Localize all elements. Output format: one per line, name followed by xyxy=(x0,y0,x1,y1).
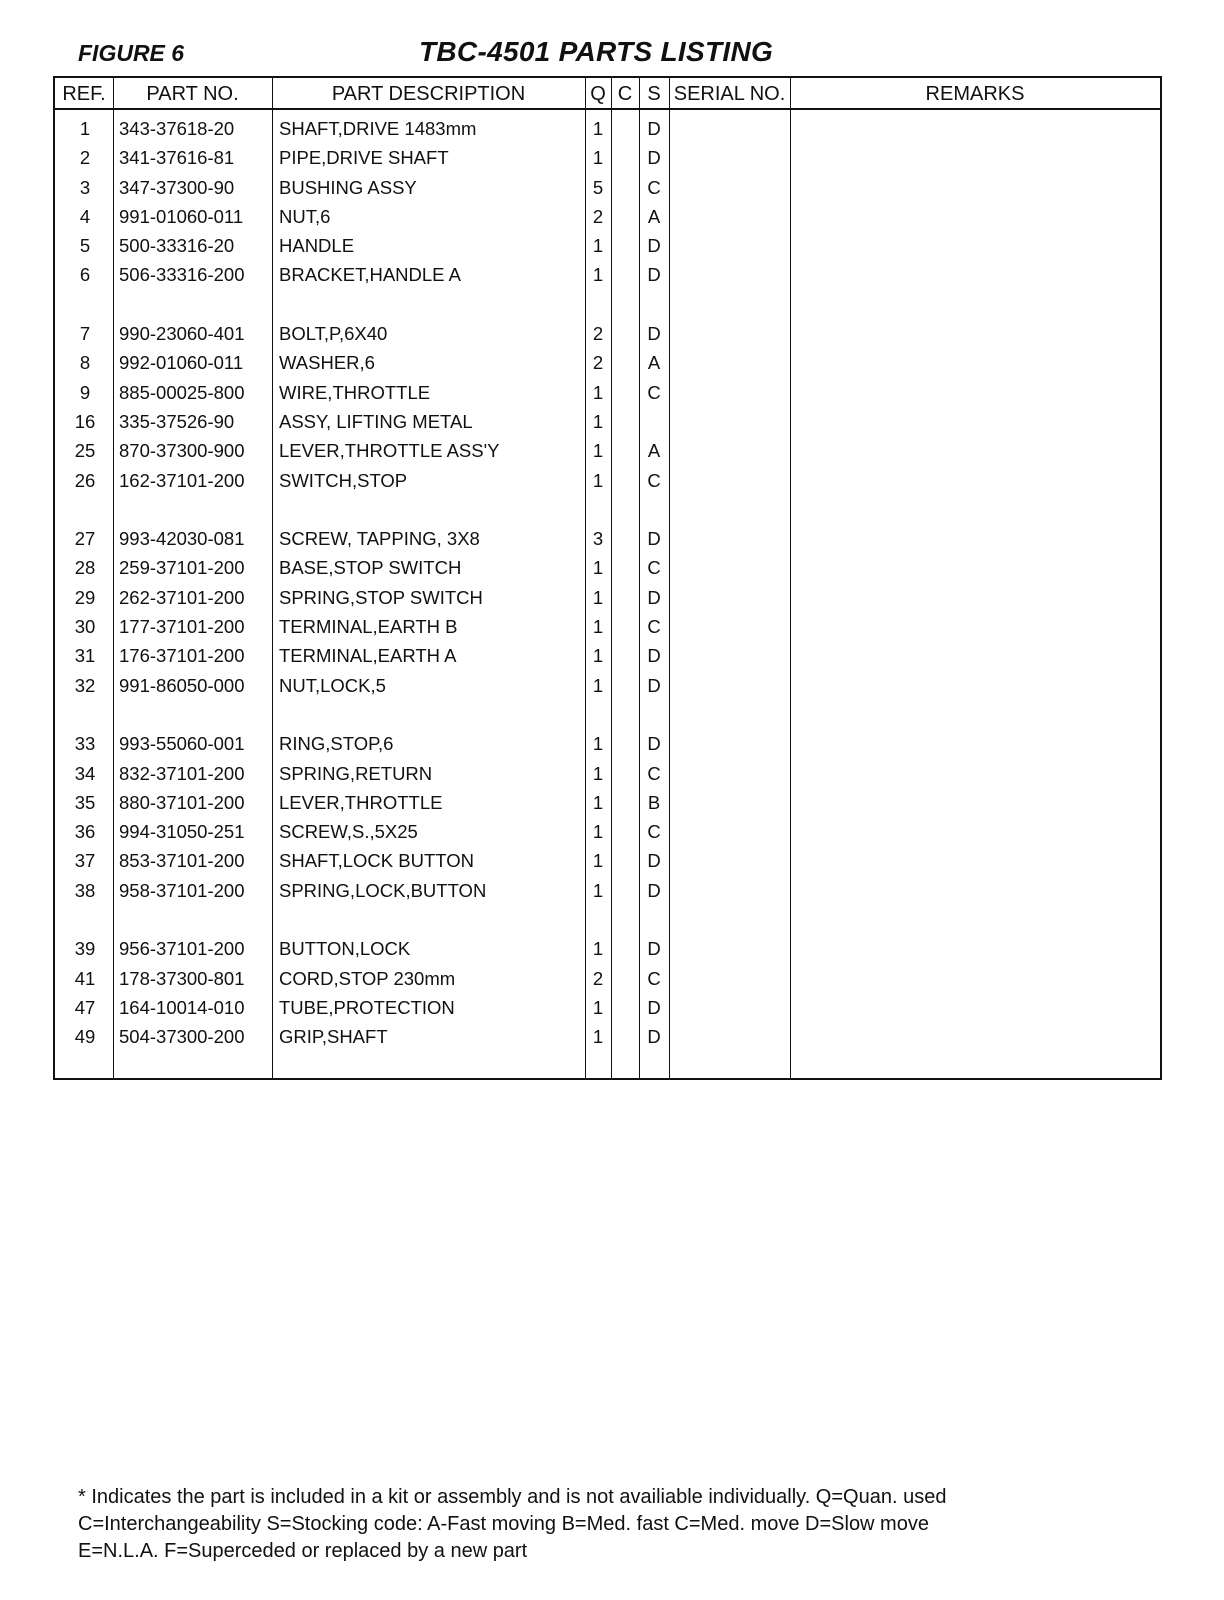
cell-part-no: 870-37300-900 xyxy=(119,440,245,462)
cell-part-description: TERMINAL,EARTH B xyxy=(279,616,458,638)
cell-part-description: WIRE,THROTTLE xyxy=(279,381,431,403)
table-header xyxy=(55,78,1160,110)
cell-part-no: 885-00025-800 xyxy=(119,381,245,403)
header-s: S xyxy=(647,83,661,105)
header-part-no: PART NO. xyxy=(146,83,239,105)
table-row xyxy=(55,788,1160,817)
cell-stocking-code: C xyxy=(647,616,661,638)
table-body xyxy=(55,114,1160,1052)
cell-stocking-code: B xyxy=(647,791,661,813)
cell-quantity: 1 xyxy=(592,469,604,491)
cell-quantity: 2 xyxy=(592,967,604,989)
cell-stocking-code: D xyxy=(647,323,661,345)
cell-part-no: 991-86050-000 xyxy=(119,674,245,696)
cell-ref: 36 xyxy=(74,821,96,843)
cell-part-description: SPRING,RETURN xyxy=(279,762,433,784)
table-row xyxy=(55,876,1160,905)
figure-label: FIGURE 6 xyxy=(78,40,185,66)
cell-ref: 37 xyxy=(74,850,96,872)
cell-ref: 26 xyxy=(74,469,96,491)
cell-part-no: 993-55060-001 xyxy=(119,733,245,755)
cell-part-no: 993-42030-081 xyxy=(119,528,245,550)
cell-part-description: SHAFT,DRIVE 1483mm xyxy=(279,118,477,139)
cell-part-description: NUT,6 xyxy=(279,205,331,227)
cell-ref: 31 xyxy=(74,645,96,667)
cell-part-description: HANDLE xyxy=(279,235,355,257)
cell-ref: 29 xyxy=(74,586,96,608)
cell-part-no: 832-37101-200 xyxy=(119,762,245,784)
footnote-line-1: * Indicates the part is included in a kit or assembly and is not availiable individually. Q=Quan. used xyxy=(78,1486,947,1508)
table-row xyxy=(55,583,1160,612)
cell-quantity: 1 xyxy=(592,821,604,843)
cell-quantity: 1 xyxy=(592,118,604,139)
cell-stocking-code: C xyxy=(647,381,661,403)
cell-stocking-code: A xyxy=(647,352,661,374)
cell-part-no: 504-37300-200 xyxy=(119,1026,245,1048)
table-row xyxy=(55,671,1160,700)
cell-part-description: LEVER,THROTTLE ASS'Y xyxy=(279,440,500,462)
header-ref: REF. xyxy=(62,83,106,105)
table-row xyxy=(55,407,1160,436)
cell-stocking-code: D xyxy=(647,118,661,139)
cell-stocking-code: D xyxy=(647,645,661,667)
cell-part-description: SHAFT,LOCK BUTTON xyxy=(279,850,474,872)
cell-ref: 49 xyxy=(74,1026,96,1048)
cell-quantity: 1 xyxy=(592,557,604,579)
cell-part-no: 506-33316-200 xyxy=(119,264,245,286)
cell-part-no: 176-37101-200 xyxy=(119,645,245,667)
cell-part-no: 259-37101-200 xyxy=(119,557,245,579)
footnote xyxy=(78,1484,1188,1565)
header-remarks: REMARKS xyxy=(925,83,1025,105)
cell-stocking-code: D xyxy=(647,528,661,550)
table-row xyxy=(55,993,1160,1022)
cell-quantity: 1 xyxy=(592,996,604,1018)
cell-part-no: 990-23060-401 xyxy=(119,323,245,345)
cell-part-no: 335-37526-90 xyxy=(119,410,235,432)
cell-part-description: TUBE,PROTECTION xyxy=(279,996,455,1018)
cell-quantity: 2 xyxy=(592,352,604,374)
cell-quantity: 1 xyxy=(592,850,604,872)
cell-part-no: 992-01060-011 xyxy=(119,352,244,374)
cell-part-no: 958-37101-200 xyxy=(119,879,245,901)
cell-stocking-code: C xyxy=(647,762,661,784)
cell-part-description: TERMINAL,EARTH A xyxy=(279,645,457,667)
cell-part-no: 853-37101-200 xyxy=(119,850,245,872)
cell-ref: 16 xyxy=(74,410,96,432)
cell-quantity: 1 xyxy=(592,762,604,784)
cell-part-no: 341-37616-81 xyxy=(119,147,235,169)
cell-quantity: 1 xyxy=(592,235,604,257)
cell-part-no: 880-37101-200 xyxy=(119,791,245,813)
cell-quantity: 1 xyxy=(592,147,604,169)
table-row xyxy=(55,759,1160,788)
cell-stocking-code: D xyxy=(647,850,661,872)
table-row xyxy=(55,378,1160,407)
cell-ref: 27 xyxy=(74,528,96,550)
cell-quantity: 1 xyxy=(592,791,604,813)
cell-ref: 41 xyxy=(74,967,96,989)
cell-stocking-code: C xyxy=(647,821,661,843)
cell-part-no: 956-37101-200 xyxy=(119,938,245,960)
table-row xyxy=(55,202,1160,231)
cell-part-description: BRACKET,HANDLE A xyxy=(279,264,461,286)
cell-stocking-code: D xyxy=(647,147,661,169)
cell-part-description: BOLT,P,6X40 xyxy=(279,323,388,345)
cell-ref: 28 xyxy=(74,557,96,579)
cell-ref: 8 xyxy=(79,352,91,374)
cell-part-description: LEVER,THROTTLE xyxy=(279,791,443,813)
header-q: Q xyxy=(590,83,606,105)
cell-stocking-code: D xyxy=(647,586,661,608)
table-row xyxy=(55,436,1160,465)
table-row xyxy=(55,231,1160,260)
cell-stocking-code: C xyxy=(647,557,661,579)
cell-stocking-code: D xyxy=(647,938,661,960)
cell-part-no: 178-37300-801 xyxy=(119,967,245,989)
cell-ref: 7 xyxy=(79,323,91,345)
cell-ref: 30 xyxy=(74,616,96,638)
table-row xyxy=(55,612,1160,641)
cell-quantity: 1 xyxy=(592,938,604,960)
cell-stocking-code: C xyxy=(647,469,661,491)
cell-ref: 3 xyxy=(79,176,91,198)
table-row xyxy=(55,319,1160,348)
cell-ref: 39 xyxy=(74,938,96,960)
cell-ref: 32 xyxy=(74,674,96,696)
cell-quantity: 1 xyxy=(592,586,604,608)
cell-ref: 4 xyxy=(79,205,91,227)
cell-quantity: 1 xyxy=(592,264,604,286)
cell-stocking-code: A xyxy=(647,205,661,227)
table-row xyxy=(55,173,1160,202)
cell-part-description: GRIP,SHAFT xyxy=(279,1026,388,1048)
cell-part-no: 343-37618-20 xyxy=(119,118,235,139)
cell-part-description: NUT,LOCK,5 xyxy=(279,674,386,696)
cell-part-description: PIPE,DRIVE SHAFT xyxy=(279,147,449,169)
table-row xyxy=(55,729,1160,758)
cell-quantity: 1 xyxy=(592,733,604,755)
cell-ref: 34 xyxy=(74,762,96,784)
cell-stocking-code: D xyxy=(647,264,661,286)
cell-part-description: BUTTON,LOCK xyxy=(279,938,411,960)
cell-stocking-code: C xyxy=(647,176,661,198)
cell-quantity: 1 xyxy=(592,440,604,462)
cell-part-no: 991-01060-011 xyxy=(119,205,244,227)
footnote-line-2: C=Interchangeability S=Stocking code: A-Fast moving B=Med. fast C=Med. move D=Slow move xyxy=(78,1513,929,1535)
header-part-description: PART DESCRIPTION xyxy=(331,83,526,105)
cell-ref: 5 xyxy=(79,235,91,257)
table-row xyxy=(55,524,1160,553)
cell-part-description: WASHER,6 xyxy=(279,352,375,374)
cell-ref: 35 xyxy=(74,791,96,813)
table-row xyxy=(55,466,1160,495)
table-row xyxy=(55,1022,1160,1051)
cell-part-description: SWITCH,STOP xyxy=(279,469,408,491)
cell-part-description: BUSHING ASSY xyxy=(279,176,417,198)
table-row xyxy=(55,143,1160,172)
table-row xyxy=(55,934,1160,963)
cell-stocking-code: C xyxy=(647,967,661,989)
table-row xyxy=(55,553,1160,582)
cell-stocking-code: D xyxy=(647,733,661,755)
parts-table xyxy=(53,76,1162,1080)
cell-part-description: SPRING,STOP SWITCH xyxy=(279,586,483,608)
cell-stocking-code: A xyxy=(647,440,661,462)
table-row xyxy=(55,846,1160,875)
header-serial-no: SERIAL NO. xyxy=(673,83,786,105)
table-row xyxy=(55,114,1160,143)
cell-ref: 25 xyxy=(74,440,96,462)
cell-part-description: BASE,STOP SWITCH xyxy=(279,557,462,579)
cell-ref: 9 xyxy=(79,381,91,403)
cell-quantity: 2 xyxy=(592,205,604,227)
cell-part-no: 177-37101-200 xyxy=(119,616,245,638)
cell-part-no: 500-33316-20 xyxy=(119,235,235,257)
cell-part-description: RING,STOP,6 xyxy=(279,733,394,755)
cell-ref: 33 xyxy=(74,733,96,755)
cell-quantity: 1 xyxy=(592,674,604,696)
cell-part-description: SPRING,LOCK,BUTTON xyxy=(279,879,487,901)
cell-quantity: 3 xyxy=(592,528,604,550)
table-row xyxy=(55,641,1160,670)
cell-ref: 38 xyxy=(74,879,96,901)
cell-quantity: 1 xyxy=(592,645,604,667)
cell-part-no: 262-37101-200 xyxy=(119,586,245,608)
cell-part-description: SCREW, TAPPING, 3X8 xyxy=(279,528,480,550)
cell-part-no: 347-37300-90 xyxy=(119,176,235,198)
cell-quantity: 2 xyxy=(592,323,604,345)
cell-ref: 2 xyxy=(79,147,91,169)
cell-part-description: ASSY, LIFTING METAL xyxy=(279,410,473,432)
cell-quantity: 5 xyxy=(592,176,604,198)
table-row xyxy=(55,817,1160,846)
cell-stocking-code: D xyxy=(647,235,661,257)
page-title: TBC-4501 PARTS LISTING xyxy=(419,36,774,67)
header-c: C xyxy=(617,83,633,105)
cell-quantity: 1 xyxy=(592,381,604,403)
table-row xyxy=(55,348,1160,377)
cell-part-no: 162-37101-200 xyxy=(119,469,245,491)
footnote-line-3: E=N.L.A. F=Superceded or replaced by a new part xyxy=(78,1540,528,1562)
cell-quantity: 1 xyxy=(592,879,604,901)
cell-ref: 47 xyxy=(74,996,96,1018)
cell-part-description: CORD,STOP 230mm xyxy=(279,967,456,989)
cell-part-no: 994-31050-251 xyxy=(119,821,245,843)
cell-quantity: 1 xyxy=(592,616,604,638)
cell-stocking-code: D xyxy=(647,996,661,1018)
table-row xyxy=(55,260,1160,289)
table-row xyxy=(55,964,1160,993)
cell-quantity: 1 xyxy=(592,1026,604,1048)
cell-part-no: 164-10014-010 xyxy=(119,996,245,1018)
cell-quantity: 1 xyxy=(592,410,604,432)
cell-ref: 6 xyxy=(79,264,91,286)
cell-stocking-code: D xyxy=(647,879,661,901)
cell-stocking-code: D xyxy=(647,1026,661,1048)
cell-part-description: SCREW,S.,5X25 xyxy=(279,821,418,843)
cell-stocking-code: D xyxy=(647,674,661,696)
cell-ref: 1 xyxy=(79,118,91,139)
